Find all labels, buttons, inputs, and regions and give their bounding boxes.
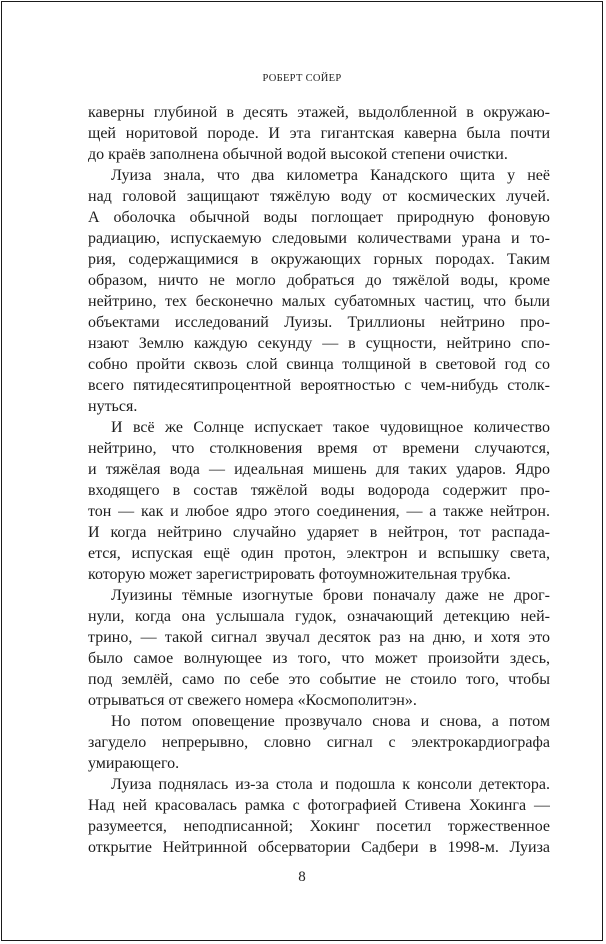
text-line: нули, когда она услышала гудок, означающий детекцию ней- <box>88 608 550 625</box>
text-line: трино, — такой сигнал звучал десяток раз на дню, и хотя это <box>88 629 550 646</box>
text-line: нейтрино, что столкновения время от времени случаются, <box>88 440 550 457</box>
paragraph <box>88 774 550 858</box>
text-line: Над ней красовалась рамка с фотографией Стивена Хокинга — <box>88 797 550 814</box>
text-line: каверны глубиной в десять этажей, выдолбленной в окружаю- <box>88 104 550 121</box>
text-line: отрываться от свежего номера «Космополитэн». <box>88 692 417 709</box>
text-line: над головой защищают тяжёлую воду от космических лучей. <box>88 188 550 205</box>
text-line: тон — как и любое ядро этого соединения, — а также нейтрон. <box>88 503 550 520</box>
text-line: под землёй, само по себе это событие не стоило того, чтобы <box>88 671 550 688</box>
paragraph <box>88 417 550 585</box>
text-line: открытие Нейтринной обсерватории Садбери в 1998-м. Луиза <box>88 839 550 856</box>
text-line: Луиза знала, что два километра Канадского щита у неё <box>111 167 550 184</box>
text-line: образом, ничто не могло добраться до тяжёлой воды, кроме <box>88 272 550 289</box>
text-line: рия, содержащимися в окружающих горных породах. Таким <box>88 251 550 268</box>
text-line: собно пройти сквозь слой свинца толщиной в световой год со <box>88 356 550 373</box>
text-line: до краёв заполнена обычной водой высокой степени очистки. <box>88 146 508 163</box>
paragraph <box>88 585 550 711</box>
text-line: И всё же Солнце испускает такое чудовищное количество <box>111 419 550 436</box>
text-line: Луизины тёмные изогнутые брови поначалу даже не дрог- <box>111 587 550 604</box>
running-head: РОБЕРТ СОЙЕР <box>262 73 342 84</box>
paragraph <box>88 711 550 774</box>
text-line: которую может зарегистрировать фотоумножительная трубка. <box>88 566 511 583</box>
paragraph <box>88 102 550 165</box>
text-line: нуться. <box>88 398 138 415</box>
text-line: И когда нейтрино случайно ударяет в нейтрон, тот распада- <box>88 524 550 541</box>
body-text <box>88 102 550 858</box>
text-line: было самое волнующее из того, что может произойти здесь, <box>88 650 550 667</box>
text-line: умирающего. <box>88 755 180 772</box>
text-line: ется, испуская ещё один протон, электрон и вспышку света, <box>88 545 550 562</box>
page-number: 8 <box>298 869 306 885</box>
paragraph <box>88 165 550 417</box>
text-line: А оболочка обычной воды поглощает природную фоновую <box>88 209 550 226</box>
text-line: и тяжёлая вода — идеальная мишень для таких ударов. Ядро <box>88 461 550 478</box>
text-line: щей норитовой породе. И эта гигантская каверна была почти <box>88 125 550 142</box>
text-line: нзают Землю каждую секунду — в сущности, нейтрино спо- <box>88 335 550 352</box>
text-line: разумеется, неподписанной; Хокинг посетил торжественное <box>88 818 550 835</box>
text-line: Луиза поднялась из-за стола и подошла к консоли детектора. <box>111 776 550 793</box>
text-line: входящего в состав тяжёлой воды водорода содержит про- <box>88 482 550 499</box>
text-line: загудело непрерывно, словно сигнал с электрокардиографа <box>88 734 550 751</box>
text-line: всего пятидесятипроцентной вероятностью с чем-нибудь столк- <box>88 377 550 394</box>
text-line: радиацию, испускаемую следовыми количествами урана и то- <box>88 230 550 247</box>
book-page <box>1 1 603 941</box>
text-line: Но потом оповещение прозвучало снова и снова, а потом <box>111 713 550 730</box>
text-line: нейтрино, тех бесконечно малых субатомных частиц, что были <box>88 293 550 310</box>
text-line: объектами исследований Луизы. Триллионы нейтрино про- <box>88 314 550 331</box>
